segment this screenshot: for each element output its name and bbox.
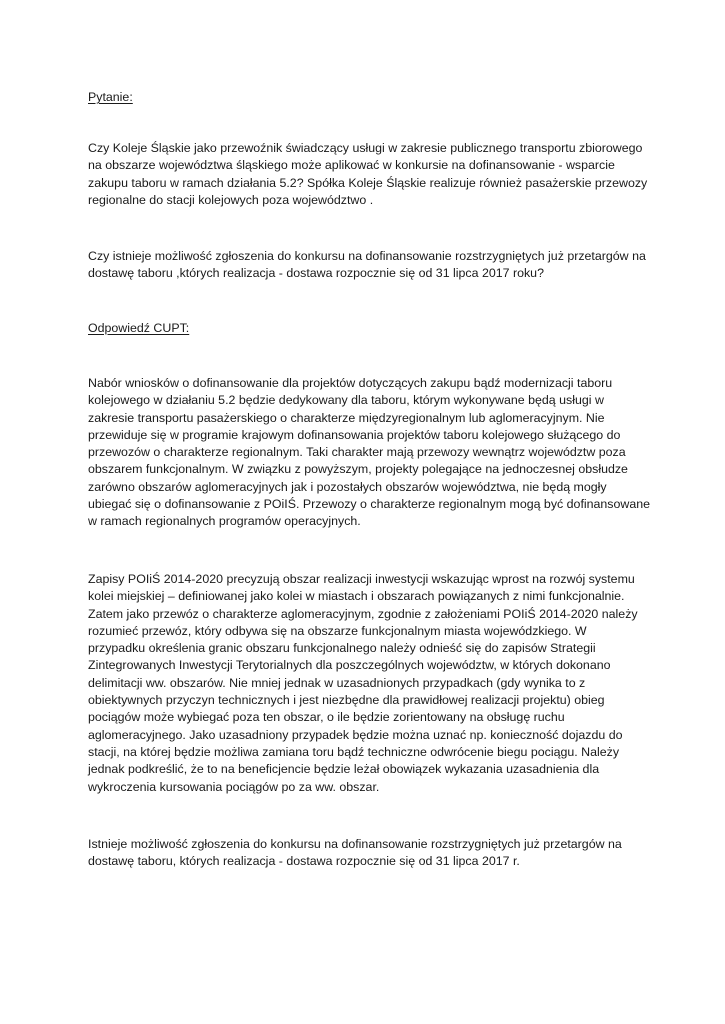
text-line: w ramach regionalnych programów operacyjnych.	[88, 514, 361, 529]
text-line: ubiegać się o dofinansowanie z POiIŚ. Przewozy o charakterze regionalnym mogą być dofinansowane	[88, 497, 651, 512]
text-line: na obszarze województwa śląskiego może aplikować w konkursie na dofinansowanie - wsparcie	[88, 158, 615, 173]
text-line: pociągów może wybiegać poza ten obszar, o ile będzie zorientowany na obsługę ruchu	[88, 710, 565, 725]
question-paragraph-1	[88, 140, 648, 209]
text-line: regionalne do stacji kolejowych poza województwo .	[88, 192, 374, 207]
text-line: obiektywnych przyczyn technicznych i jest niezbędne dla prawidłowej realizacji projektu) obieg	[88, 693, 605, 708]
text-line: Nabór wniosków o dofinansowanie dla projektów dotyczących zakupu bądź modernizacji taboru	[88, 376, 613, 390]
text-line: Zintegrowanych Inwestycji Terytorialnych dla poszczególnych województw, w których dokonano	[88, 658, 611, 673]
text-line: jednak podkreślić, że to na beneficjencie będzie leżał obowiązek wykazania uzasadnienia dla	[88, 762, 600, 777]
text-line: zakresie transportu pasażerskiego o charakterze międzyregionalnym lub aglomeracyjnym. Nie	[88, 410, 605, 425]
text-line: przypadku określenia granic obszaru funkcjonalnego należy odnieść się do zapisów Strategii	[88, 641, 596, 656]
text-line: wykroczenia kursowania pociągów po za ww. obszar.	[88, 779, 380, 794]
text-line: kolei miejskiej – definiowanej jako kolei w miastach i obszarach powiązanych z nimi funkcjonalnie.	[88, 589, 625, 604]
text-line: aglomeracyjnego. Jako uzasadniony przypadek będzie można uznać np. konieczność dojazdu do	[88, 727, 623, 742]
question-paragraph-2	[88, 248, 648, 283]
text-line: przewiduje się w programie krajowym dofinansowania projektów taboru kolejowego służącego do	[88, 427, 621, 442]
text-line: obszarem funkcjonalnym. W związku z powyższym, projekty polegające na jednoczesnej obsłudze	[88, 462, 628, 477]
text-line: Zapisy POIiŚ 2014-2020 precyzują obszar realizacji inwestycji wskazując wprost na rozwój systemu	[88, 572, 635, 586]
text-line: Zatem jako przewóz o charakterze aglomeracyjnym, zgodnie z założeniami POIiŚ 2014-2020 należy	[88, 606, 638, 621]
text-line: delimitacji ww. obszarów. Nie mniej jednak w uzasadnionych przypadkach (gdy wynika to z	[88, 675, 586, 690]
answer-paragraph-2	[88, 571, 648, 796]
answer-paragraph-3	[88, 836, 648, 871]
text-line: stacji, na której będzie możliwa zamiana toru bądź techniczne odwrócenie biegu pociągu. Należy	[88, 744, 620, 759]
answer-heading: Odpowiedź CUPT:	[88, 321, 190, 335]
text-line: dostawę taboru ,których realizacja - dostawa rozpocznie się od 31 lipca 2017 roku?	[88, 266, 544, 281]
text-line: zakupu taboru w ramach działania 5.2? Spółka Koleje Śląskie realizuje również pasażerskie przewozy	[88, 175, 648, 190]
text-line: Czy Koleje Śląskie jako przewoźnik świadczący usługi w zakresie publicznego transportu zbiorowego	[88, 141, 643, 155]
text-line: dostawę taboru, których realizacja - dostawa rozpocznie się od 31 lipca 2017 r.	[88, 854, 520, 869]
text-line: przewozów o charakterze regionalnym. Taki charakter mają przewozy wewnątrz województw poza	[88, 445, 626, 460]
text-line: Istnieje możliwość zgłoszenia do konkursu na dofinansowanie rozstrzygniętych już przetargów na	[88, 837, 622, 851]
text-line: Czy istnieje możliwość zgłoszenia do konkursu na dofinansowanie rozstrzygniętych już przetargów na	[88, 249, 646, 263]
text-line: rozumieć przewóz, który odbywa się na obszarze funkcjonalnym miasta wojewódzkiego. W	[88, 623, 587, 638]
text-line: zarówno obszarów aglomeracyjnych jak i pozostałych obszarów województwa, nie będą mogły	[88, 479, 607, 494]
question-heading: Pytanie:	[88, 90, 133, 104]
text-line: kolejowego w działaniu 5.2 będzie dedykowany dla taboru, którym wykonywane będą usługi w	[88, 393, 604, 408]
answer-paragraph-1	[88, 375, 651, 531]
